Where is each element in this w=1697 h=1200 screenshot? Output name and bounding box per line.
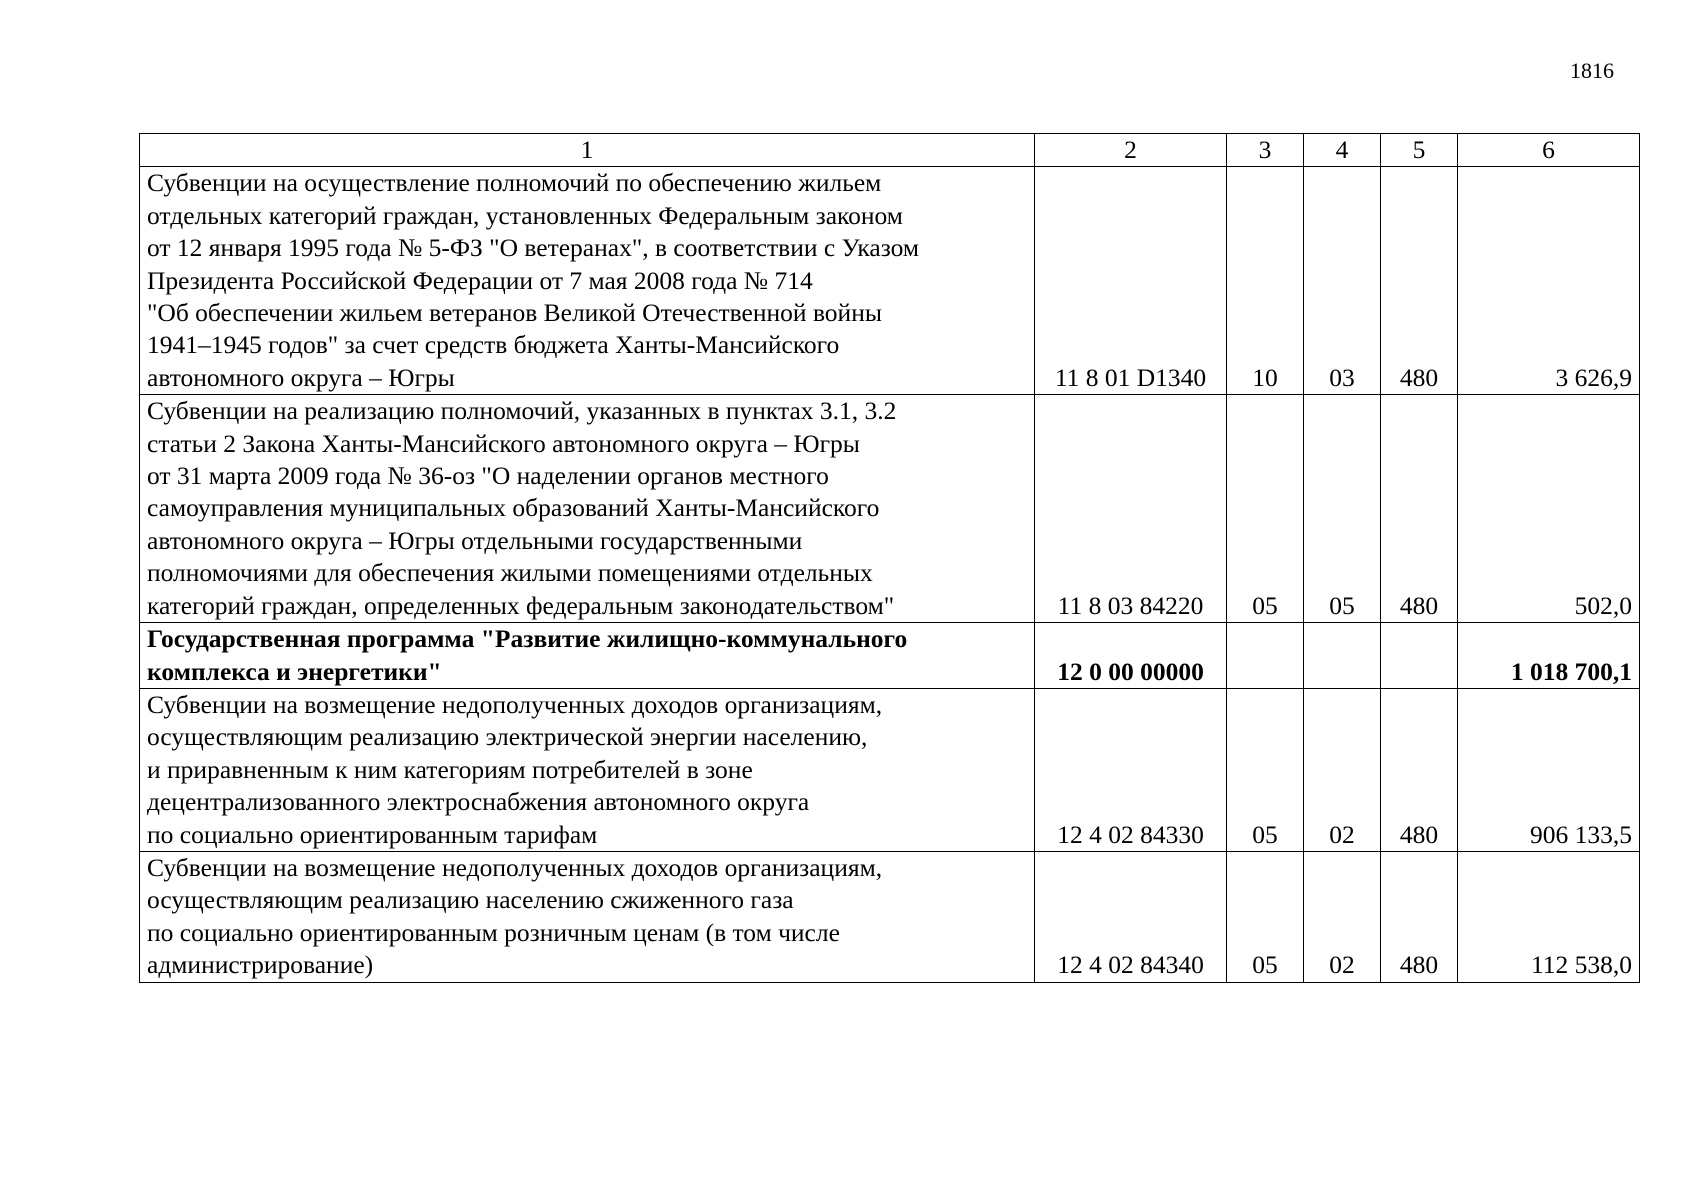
- description-line: администрирование): [147, 950, 374, 980]
- header-cell-2: 2: [1035, 134, 1227, 167]
- table-row: [140, 688, 1640, 851]
- budget-table: [139, 133, 1640, 983]
- table-header-row: [140, 134, 1640, 167]
- description-line: комплекса и энергетики": [147, 656, 442, 686]
- description-line: осуществляющим реализацию электрической энергии населению,: [147, 722, 868, 752]
- description-line: Субвенции на осуществление полномочий по обеспечению жильем: [147, 168, 882, 198]
- table-row: [140, 167, 1640, 395]
- row-code: 11 8 01 D1340: [1035, 167, 1227, 395]
- description-line: полномочиями для обеспечения жилыми помещениями отдельных: [147, 558, 873, 588]
- row-description: [140, 395, 1035, 623]
- row-col3: [1227, 623, 1304, 689]
- row-code: 12 4 02 84330: [1035, 688, 1227, 851]
- description-line: от 12 января 1995 года № 5-ФЗ "О ветеранах", в соответствии с Указом: [147, 233, 920, 263]
- description-line: 1941–1945 годов" за счет средств бюджета Ханты-Мансийского: [147, 330, 840, 360]
- table-body: [140, 134, 1640, 983]
- header-cell-4: 4: [1304, 134, 1381, 167]
- row-code: 11 8 03 84220: [1035, 395, 1227, 623]
- row-col5: 480: [1381, 688, 1458, 851]
- row-amount: 502,0: [1458, 395, 1640, 623]
- description-line: автономного округа – Югры: [147, 362, 455, 392]
- description-line: Президента Российской Федерации от 7 мая 2008 года № 714: [147, 265, 813, 295]
- description-line: "Об обеспечении жильем ветеранов Великой Отечественной войны: [147, 298, 882, 328]
- row-col5: [1381, 623, 1458, 689]
- description-line: децентрализованного электроснабжения автономного округа: [147, 787, 810, 817]
- description-line: Государственная программа "Развитие жилищно-коммунального: [147, 624, 908, 654]
- row-description: [140, 623, 1035, 689]
- header-cell-5: 5: [1381, 134, 1458, 167]
- row-col4: 03: [1304, 167, 1381, 395]
- row-col5: 480: [1381, 395, 1458, 623]
- description-line: статьи 2 Закона Ханты-Мансийского автономного округа – Югры: [147, 428, 860, 458]
- row-col4: 02: [1304, 688, 1381, 851]
- description-line: по социально ориентированным тарифам: [147, 819, 598, 849]
- row-col3: 10: [1227, 167, 1304, 395]
- page-number: 1816: [1570, 58, 1614, 83]
- row-code: 12 0 00 00000: [1035, 623, 1227, 689]
- description-line: от 31 марта 2009 года № 36-оз "О наделении органов местного: [147, 461, 829, 491]
- table-row: [140, 623, 1640, 689]
- description-line: и приравненным к ним категориям потребителей в зоне: [147, 754, 753, 784]
- table-row: [140, 851, 1640, 982]
- table-row: [140, 395, 1640, 623]
- description-line: Субвенции на возмещение недополученных доходов организациям,: [147, 689, 883, 719]
- description-line: Субвенции на реализацию полномочий, указанных в пунктах 3.1, 3.2: [147, 396, 897, 426]
- header-cell-6: 6: [1458, 134, 1640, 167]
- row-col5: 480: [1381, 167, 1458, 395]
- row-col4: 02: [1304, 851, 1381, 982]
- description-line: категорий граждан, определенных федеральным законодательством": [147, 590, 895, 620]
- header-cell-3: 3: [1227, 134, 1304, 167]
- row-amount: 3 626,9: [1458, 167, 1640, 395]
- description-line: Субвенции на возмещение недополученных доходов организациям,: [147, 852, 883, 882]
- row-col3: 05: [1227, 851, 1304, 982]
- row-description: [140, 688, 1035, 851]
- row-col5: 480: [1381, 851, 1458, 982]
- row-amount: 906 133,5: [1458, 688, 1640, 851]
- row-col4: [1304, 623, 1381, 689]
- row-col4: 05: [1304, 395, 1381, 623]
- row-amount: 1 018 700,1: [1458, 623, 1640, 689]
- description-line: автономного округа – Югры отдельными государственными: [147, 525, 803, 555]
- row-amount: 112 538,0: [1458, 851, 1640, 982]
- description-line: самоуправления муниципальных образований Ханты-Мансийского: [147, 493, 880, 523]
- row-description: [140, 851, 1035, 982]
- row-col3: 05: [1227, 688, 1304, 851]
- row-code: 12 4 02 84340: [1035, 851, 1227, 982]
- description-line: осуществляющим реализацию населению сжиженного газа: [147, 885, 794, 915]
- row-description: [140, 167, 1035, 395]
- description-line: отдельных категорий граждан, установленных Федеральным законом: [147, 200, 903, 230]
- header-cell-1: 1: [140, 134, 1035, 167]
- row-col3: 05: [1227, 395, 1304, 623]
- description-line: по социально ориентированным розничным ценам (в том числе: [147, 917, 840, 947]
